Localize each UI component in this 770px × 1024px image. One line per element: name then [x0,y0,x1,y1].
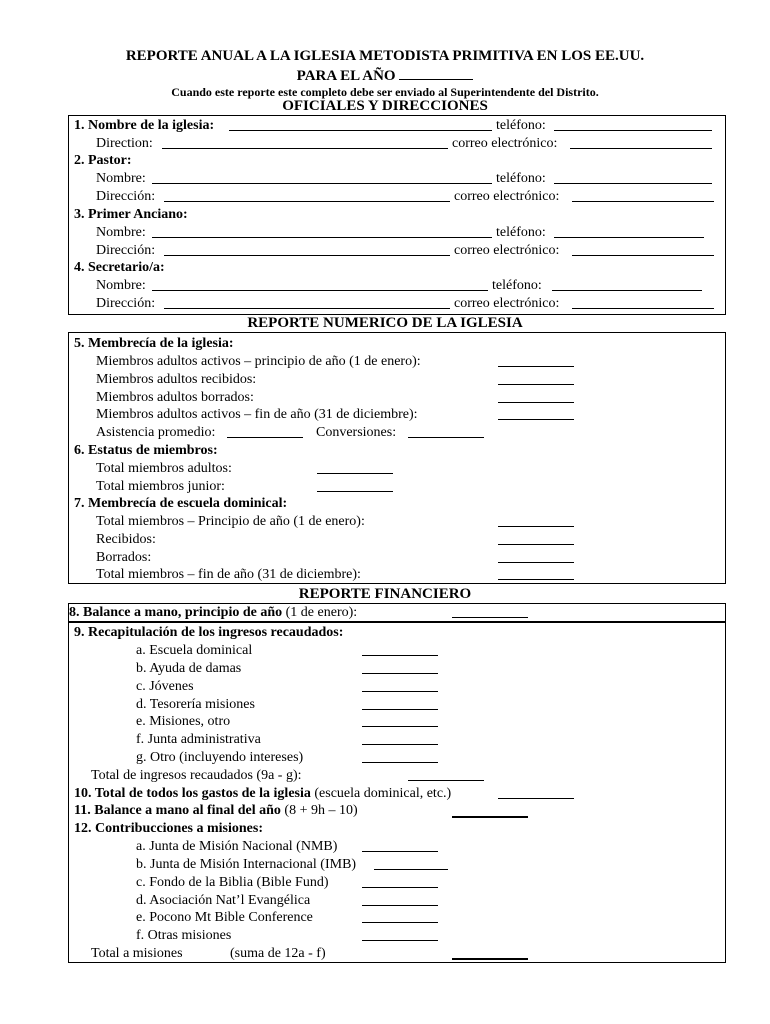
church-name-field[interactable] [229,130,492,131]
attendance-field[interactable] [227,437,303,438]
income-item: f. Junta administrativa [136,732,261,747]
total-junior-field[interactable] [317,491,393,492]
church-email-label: correo electrónico: [452,136,558,151]
ss-end-field[interactable] [498,579,574,580]
members-removed-field[interactable] [498,402,574,403]
secretary-name-label: Nombre: [96,278,146,293]
church-direction-label: Direction: [96,136,153,151]
income-item: g. Otro (incluyendo intereses) [136,750,304,765]
numeric-heading: REPORTE NUMERICO DE LA IGLESIA [247,315,523,331]
missions-total-note: (suma de 12a - f) [230,946,326,961]
secretary-name-field[interactable] [152,290,488,291]
year-line [0,66,770,84]
mission-field[interactable] [362,940,438,941]
balance-end-field[interactable] [452,816,528,818]
income-item: d. Tesorería misiones [136,697,255,712]
elder-email-label: correo electrónico: [454,243,560,258]
income-item: a. Escuela dominical [136,643,253,658]
elder-phone-field[interactable] [554,237,704,238]
expenses-field[interactable] [498,798,574,799]
members-start-label: Miembros adultos activos – principio de año (1 de enero): [96,354,421,369]
mission-field[interactable] [362,887,438,888]
ss-removed-field[interactable] [498,562,574,563]
church-phone-field[interactable] [554,130,712,131]
elder-name-label: Nombre: [96,225,146,240]
secretary-phone-label: teléfono: [492,278,542,293]
mission-item: e. Pocono Mt Bible Conference [136,910,313,925]
income-field[interactable] [362,726,438,727]
elder-email-field[interactable] [572,255,714,256]
status-label: 6. Estatus de miembros: [74,443,218,458]
secretary-label: 4. Secretario/a: [74,260,165,275]
church-name-label: 1. Nombre de la iglesia: [74,118,215,133]
income-item: b. Ayuda de damas [136,661,242,676]
pastor-phone-label: teléfono: [496,171,546,186]
year-label: PARA EL AÑO [296,68,396,84]
expenses-label: 10. Total de todos los gastos de la iglesia (escuela dominical, etc.) [74,786,452,801]
members-end-label: Miembros adultos activos – fin de año (31 de diciembre): [96,407,418,422]
secretary-address-label: Dirección: [96,296,156,311]
ss-received-label: Recibidos: [96,532,156,547]
mission-item: c. Fondo de la Biblia (Bible Fund) [136,875,329,890]
ss-received-field[interactable] [498,544,574,545]
mission-item: a. Junta de Misión Nacional (NMB) [136,839,338,854]
elder-label: 3. Primer Anciano: [74,207,188,222]
total-junior-label: Total miembros junior: [96,479,225,494]
pastor-address-field[interactable] [164,201,450,202]
missions-total-field[interactable] [452,958,528,960]
conversions-field[interactable] [408,437,484,438]
elder-phone-label: teléfono: [496,225,546,240]
mission-field[interactable] [362,922,438,923]
income-total-field[interactable] [408,780,484,781]
income-field[interactable] [362,709,438,710]
sunday-school-label: 7. Membrecía de escuela dominical: [74,496,288,511]
members-end-field[interactable] [498,419,574,420]
attendance-label: Asistencia promedio: [96,425,216,440]
elder-address-label: Dirección: [96,243,156,258]
mission-item: d. Asociación Nat’l Evangélica [136,893,311,908]
pastor-name-label: Nombre: [96,171,146,186]
total-adults-field[interactable] [317,473,393,474]
members-received-label: Miembros adultos recibidos: [96,372,257,387]
instruction-text: Cuando este reporte este completo debe ser enviado al Superintendente del Distrito. [171,85,599,99]
year-field[interactable] [399,66,473,80]
pastor-email-field[interactable] [572,201,714,202]
conversions-label: Conversiones: [316,425,397,440]
income-field[interactable] [362,673,438,674]
ss-removed-label: Borrados: [96,550,152,565]
ss-start-field[interactable] [498,526,574,527]
members-received-field[interactable] [498,384,574,385]
elder-name-field[interactable] [152,237,492,238]
members-removed-label: Miembros adultos borrados: [96,390,254,405]
mission-item: f. Otras misiones [136,928,232,943]
secretary-email-label: correo electrónico: [454,296,560,311]
ss-start-label: Total miembros – Principio de año (1 de enero): [96,514,365,529]
pastor-phone-field[interactable] [554,183,712,184]
pastor-label: 2. Pastor: [74,153,132,168]
income-item: c. Jóvenes [136,679,194,694]
secretary-address-field[interactable] [164,308,450,309]
church-email-field[interactable] [570,148,712,149]
income-total-label: Total de ingresos recaudados (9a - g): [91,768,302,783]
income-item: e. Misiones, otro [136,714,231,729]
pastor-email-label: correo electrónico: [454,189,560,204]
balance-start-field[interactable] [452,617,528,618]
income-label: 9. Recapitulación de los ingresos recaudados: [74,625,344,640]
balance-end-label: 11. Balance a mano al final del año (8 + 9h – 10) [74,803,358,818]
pastor-address-label: Dirección: [96,189,156,204]
balance-start-label: 8. Balance a mano, principio de año (1 de enero): [69,605,358,620]
missions-label: 12. Contribucciones a misiones: [74,821,264,836]
ss-end-label: Total miembros – fin de año (31 de diciembre): [96,567,361,582]
church-phone-label: teléfono: [496,118,546,133]
income-field[interactable] [362,691,438,692]
secretary-phone-field[interactable] [552,290,702,291]
income-field[interactable] [362,655,438,656]
church-direction-field[interactable] [162,148,448,149]
mission-field[interactable] [362,851,438,852]
mission-item: b. Junta de Misión Internacional (IMB) [136,857,357,872]
total-adults-label: Total miembros adultos: [96,461,232,476]
elder-address-field[interactable] [164,255,450,256]
pastor-name-field[interactable] [152,183,492,184]
mission-field[interactable] [362,905,438,906]
form-title: REPORTE ANUAL A LA IGLESIA METODISTA PRIMITIVA EN LOS EE.UU. [125,48,645,64]
officials-heading: OFICIALES Y DIRECCIONES [282,98,488,114]
secretary-email-field[interactable] [572,308,714,309]
members-start-field[interactable] [498,366,574,367]
income-field[interactable] [362,762,438,763]
mission-field[interactable] [374,869,448,870]
membership-label: 5. Membrecía de la iglesia: [74,336,234,351]
missions-total-label: Total a misiones [91,946,183,961]
financial-heading: REPORTE FINANCIERO [298,586,472,602]
income-field[interactable] [362,744,438,745]
